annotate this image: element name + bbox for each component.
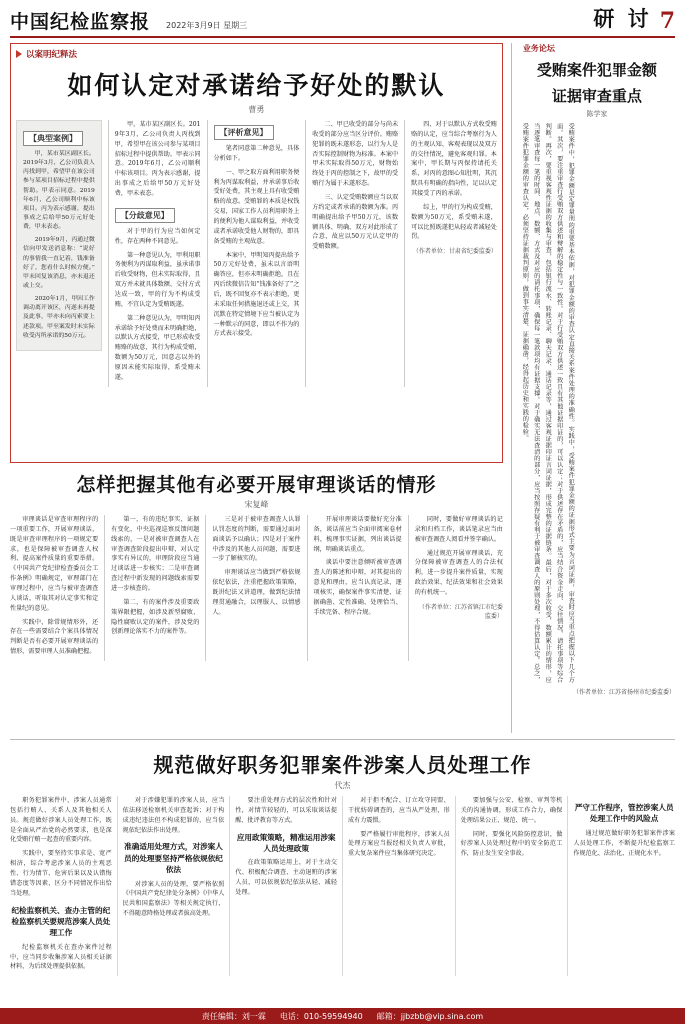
featured-article xyxy=(10,43,503,463)
bottom-article-byline: 代杰 xyxy=(334,781,351,790)
bottom-article-columns xyxy=(10,796,675,976)
bottom-paragraph: 对涉案人员的处理，要严格依照《中国共产党纪律处分条例》《中华人民共和国监察法》等相关规定执行，不得随意降格处理或者拔高处理。 xyxy=(122,880,225,918)
rail-kicker-label: 业务论坛 xyxy=(522,44,555,53)
mid-paragraph: 审理谈话是审查审理程序的一项重要工作，开展审理谈话，既是审查审理程序的一项规定要求，也是保障被审查调查人权利、提高案件质量的重要举措。《中国共产党纪律检查委员会工作条例》明确规定，审理部门在审理过程中，应当与被审查调查人谈话，听取其对认定事实和定性量纪的意见。 xyxy=(10,516,99,612)
bottom-paragraph: 要严格履行审批程序，涉案人员处理方案应当报经相关负责人审批，重大复杂案件应当集体研究决定。 xyxy=(348,830,450,858)
publication-date: 2022年3月9日 星期三 xyxy=(166,21,248,30)
bottom-col xyxy=(342,796,450,976)
mid-paragraph: 同时，要做好审理谈话的记录和归档工作，谈话笔录应当由被审查调查人阅看并签字确认。 xyxy=(414,516,503,543)
bottom-paragraph: 对于拒不配合、订立攻守同盟、干扰妨碍调查的，应当从严处理，形成有力震慑。 xyxy=(348,797,450,824)
bottom-col xyxy=(117,796,225,976)
bottom-article xyxy=(10,739,675,976)
rail-byline: 陈学家 xyxy=(586,109,608,118)
bottom-article-headline: 规范做好职务犯罪案件涉案人员处理工作 xyxy=(153,753,532,777)
mid-paragraph: 第一，有的违纪事实、证据有变化，中央巡视巡察反馈问题线索的，一是对被审查调查人在审查调查阶段提出申辩、对认定事实有异议的，审理阶段应当通过谈话进一步核实；二是审查调查过程中新发现的问题线索需要进一步核查的。 xyxy=(111,516,200,593)
detail-paragraph: 三、认定受贿数额应当以双方约定或者承诺的数额为准。丙明确提出给予甲50万元，该数额具体、明确，双方对此形成了合意，故应以50万元认定甲的受贿数额。 xyxy=(312,194,399,251)
footer-phone: 电话：010-59594940 xyxy=(279,1011,363,1021)
mid-paragraph: 实践中，除常规情形外，还存在一些需要结合个案具体情况判断是否有必要开展审理谈话的情形，需要审理人员准确把握。 xyxy=(10,618,99,656)
bottom-col xyxy=(229,796,337,976)
bottom-col xyxy=(567,796,675,976)
mid-col xyxy=(205,515,300,661)
bottom-paragraph: 要加强与公安、检察、审判等机关的沟通协调，形成工作合力，确保处理结果公正、规范、统一。 xyxy=(460,797,563,824)
bottom-subhead: 纪检监察机关、查办主管的纪检监察机关要规范涉案人员处理工作 xyxy=(11,905,111,938)
bottom-paragraph: 对于涉嫌犯罪的涉案人员，应当依法移送检察机关审查起诉；对于构成违纪违法但不构成犯罪的，应当依规依纪依法作出处理。 xyxy=(122,797,225,834)
case-paragraph: 甲，某市某区副区长。2019年3月，乙公司负责人丙找到甲，希望甲在该公司参与某项目招标过程中提供帮助。甲表示同意。2019年6月，乙公司顺利中标该项目。丙为表示感谢，提出事成之后给甲50万元好处费，甲未表态。 xyxy=(23,151,95,231)
footer-email: 邮箱：jjbzbb@vip.sina.com xyxy=(376,1011,484,1021)
rail-headline-line2: 证据审查重点 xyxy=(551,87,642,106)
mid-paragraph: 开展审理谈话要做好充分准备，谈话前应当全面审阅案卷材料，梳理事实证据，列出谈话提纲，明确谈话重点。 xyxy=(313,516,402,553)
commentary-column-3 xyxy=(404,120,497,387)
rail-headline-line1: 受贿案件犯罪金额 xyxy=(536,61,657,79)
mid-paragraph: 第二，有的案件涉及重要政策界限把握，如涉及新型腐败、隐性腐败认定的案件，涉及党的创新理论落实不力的案件等。 xyxy=(111,598,200,636)
rail-kicker xyxy=(519,43,675,54)
analysis-paragraph: 对于甲的行为应当如何定性，存在两种不同意见。 xyxy=(114,227,201,245)
bottom-col xyxy=(10,796,112,976)
analysis-paragraph: 第二种意见认为，甲明知丙承诺给予好处费而未明确拒绝，以默认方式接受，甲已形成收受贿赂的故意，其行为构成受贿，数额为50万元，因意志以外的原因未能实际取得，系受贿未遂。 xyxy=(114,314,201,381)
article-headline: 如何认定对承诺给予好处的默认 xyxy=(67,71,446,100)
mid-col xyxy=(408,515,503,661)
bottom-paragraph: 在政策策略运用上，对于主动交代、积极配合调查、主动退赃的涉案人员，可以依规依纪依法从轻、减轻处理。 xyxy=(235,859,338,896)
page-number: 7 xyxy=(659,8,675,34)
rail-body-text: 受贿案件中，犯罪金额是定罪量刑的重要基本依据，对犯罪金额的审查认定直接关系案件处理的准确性。实践中，受贿案件犯罪金额的证据形式主要为言词证据，审查时应当重点把握以下几个方面。其次，要注重审查行受贿双方供述和辩解的稳定性与一致性。对于行受贿双方供述一致且有其他证据印证的，可以认定；对于供述存在矛盾的，应当结合资金走向、交往情况、请托事项等综合判断。再次，要重视客观性证据的收集与审查，包括银行流水、转账记录、聊天记录、通话记录等，通过客观证据印证言词证据，形成完整的证据链条。最后，对于多次收受、数额累计的情形，应当逐笔审查每一笔的时间、地点、数额、方式及对应的请托事项，确保每一笔款项均有证据支撑。对于确实无法查清的部分，应当按照存疑有利于被审查调查人的原则处理，不得估算认定。总之，受贿案件犯罪金额的审查认定，必须坚持证据裁判原则，做到事实清楚、证据确凿，经得起历史和实践的检验。 xyxy=(521,122,575,683)
left-zone xyxy=(10,43,503,733)
commentary-column-1 xyxy=(207,120,300,387)
bottom-paragraph: 要注重处理方式的层次性和针对性，对情节较轻的，可以采取谈话提醒、批评教育等方式。 xyxy=(235,797,338,824)
case-column xyxy=(16,120,102,387)
mid-article-signature: （作者单位：江苏省镇江市纪委监委） xyxy=(418,603,503,620)
case-paragraph: 2019年9月，丙通过微信向甲发送消息称：“说好的事情我一直记着，钱准备好了，您看什么时候方便。”甲未回复该消息，亦未退还或上交。 xyxy=(23,237,95,289)
mid-paragraph: 审理谈话应当做到严格依规依纪依法，注重把握政策策略，既讲纪法又讲道理，做到纪法情理贯通融合，以理服人、以情感人。 xyxy=(212,569,301,616)
mid-col xyxy=(10,515,98,661)
featured-columns xyxy=(16,120,497,387)
article-kicker xyxy=(16,48,497,60)
commentary-column-2 xyxy=(305,120,398,387)
detail-paragraph: 二、甲已收受的部分与尚未收受的部分应当区分评价。贿赂犯罪的既未遂形态，以行为人是否实际控制财物为标准。本案中甲未实际取得50万元，财物始终处于丙的控制之下，故甲的受贿行为属于未遂形态。 xyxy=(312,121,399,188)
mid-col xyxy=(307,515,402,661)
bottom-subhead: 准确适用处理方式，对涉案人员的处理要坚持严格依规依纪依法 xyxy=(124,842,223,875)
page-footer xyxy=(0,1008,685,1024)
detail-paragraph: 本案中，甲明知丙提出给予50万元好处费，虽未以言语明确答应，但亦未明确拒绝，且在丙后续微信告知“钱准备好了”之后，既不回复亦不表示拒绝，更未采取任何措施退还或上交，其沉默在特定情境下应当被认定为一种默示的同意，即以不作为的方式表示接受。 xyxy=(213,251,300,338)
section-title: 研 讨 xyxy=(593,6,652,31)
case-box-label: 【典型案例】 xyxy=(23,131,83,146)
lead-paragraph: 甲，某市某区副区长。2019年3月，乙公司负责人丙找到甲，希望甲在该公司参与某项目招标过程中提供帮助。甲表示同意。2019年6月，乙公司顺利中标该项目。丙为表示感谢，提出事成之后给甲50万元好处费，甲未表态。 xyxy=(114,121,201,198)
bottom-paragraph: 职务犯罪案件中，涉案人员通常包括行贿人、关系人及其他相关人员。规范做好涉案人员处理工作，既是全面从严治党的必然要求，也是深化受贿行贿一起查的重要内容。 xyxy=(10,797,112,844)
detail-paragraph: 综上，甲的行为构成受贿，数额为50万元，系受贿未遂，可以比照既遂犯从轻或者减轻处罚。 xyxy=(411,203,497,241)
bottom-subhead: 应用政策策略，精准运用涉案人员处理政策 xyxy=(236,832,336,853)
detail-paragraph: 笔者同意第二种意见，具体分析如下。 xyxy=(213,145,300,162)
bottom-col xyxy=(455,796,563,976)
mid-article-columns xyxy=(10,515,503,661)
article-signature: （作者单位：甘肃省纪委监委） xyxy=(412,248,497,256)
body-wrap xyxy=(10,43,675,733)
case-box xyxy=(16,120,102,351)
mid-paragraph: 三是对于被审查调查人认罪认罚态度的判断，需要通过面对面谈话予以确认；四是对于案件中涉及的其他人员问题，需要进一步了解核实的。 xyxy=(212,516,301,563)
bottom-subhead: 严守工作程序，管控涉案人员处理工作中的风险点 xyxy=(574,803,674,824)
detail-paragraph: 一、甲之取方面利用职务便利为丙谋取利益，并承诺事后收受好处费，其主观上具有收受贿赂的故意。受贿罪的本质是权钱交易，国家工作人员利用职务上的便利为他人谋取利益，并收受或者承诺收受他人财物的，即具备受贿的主观故意。 xyxy=(213,168,300,245)
bottom-paragraph: 实践中，要坚持实事求是、宽严相济，综合考虑涉案人员的主观恶性、行为情节、危害后果以及认错悔错态度等因素，区分不同情况作出恰当处理。 xyxy=(10,850,112,897)
analysis-column xyxy=(108,120,201,387)
kicker-label: 以案明纪释法 xyxy=(26,50,78,60)
mid-article-byline: 宋复峰 xyxy=(244,500,269,509)
paper-name: 中国纪检监察报 xyxy=(10,11,151,33)
analysis-paragraph: 第一种意见认为，甲利用职务便利为丙谋取利益，虽承诺事后收受财物，但未实际取得，且双方并未就具体数额、交付方式达成一致，甲的行为不构成受贿，不宜认定为受贿既遂。 xyxy=(114,251,201,308)
article-byline: 曹勇 xyxy=(248,105,265,114)
masthead xyxy=(10,0,675,38)
right-rail-article xyxy=(511,43,675,733)
bottom-paragraph: 纪检监察机关在查办案件过程中，应当同步收集涉案人员相关证据材料，为后续处理提供依据。 xyxy=(10,943,112,971)
mid-col xyxy=(104,515,199,661)
case-paragraph: 2020年1月，甲因工作调动离开该区，丙遂未再提及此事，甲亦未向丙索要上述款项。甲至案发时未实际收受丙所承诺的50万元。 xyxy=(23,296,95,339)
mid-article xyxy=(10,470,503,661)
mid-paragraph: 谈话中要注意倾听被审查调查人的陈述和申辩，对其提出的意见和理由，应当认真记录、逐项核实，确保案件事实清楚、证据确凿、定性准确、处理恰当、手续完备、程序合规。 xyxy=(313,559,402,616)
mid-paragraph: 通过规范开展审理谈话，充分保障被审查调查人的合法权利，进一步提升案件质量，实现政治效果、纪法效果和社会效果的有机统一。 xyxy=(414,549,503,597)
bottom-paragraph: 同时，要强化风险防控意识，做好涉案人员处理过程中的安全防范工作，防止发生安全事故。 xyxy=(460,830,563,858)
detail-paragraph: 四、对于以默认方式收受贿赂的认定，应当综合考察行为人的主观认知、客观表现以及双方的交往情况，避免客观归罪。本案中，甲长期与丙保持请托关系，对丙的意图心知肚明，其沉默具有明确的指向性，足以认定其接受了丙的承诺。 xyxy=(411,121,497,198)
bottom-paragraph: 通过规范做好职务犯罪案件涉案人员处理工作，不断提升纪检监察工作规范化、法治化、正规化水平。 xyxy=(573,829,676,857)
rail-signature: （作者单位：江苏省扬州市纪委监委） xyxy=(572,688,675,696)
mid-article-headline: 怎样把握其他有必要开展审理谈话的情形 xyxy=(76,474,437,496)
footer-editor: 责任编辑：刘一霖 xyxy=(201,1011,266,1021)
triangle-bullet-icon xyxy=(16,50,22,58)
detail-label: 【评析意见】 xyxy=(214,125,274,140)
analysis-label: 【分歧意见】 xyxy=(115,208,175,223)
